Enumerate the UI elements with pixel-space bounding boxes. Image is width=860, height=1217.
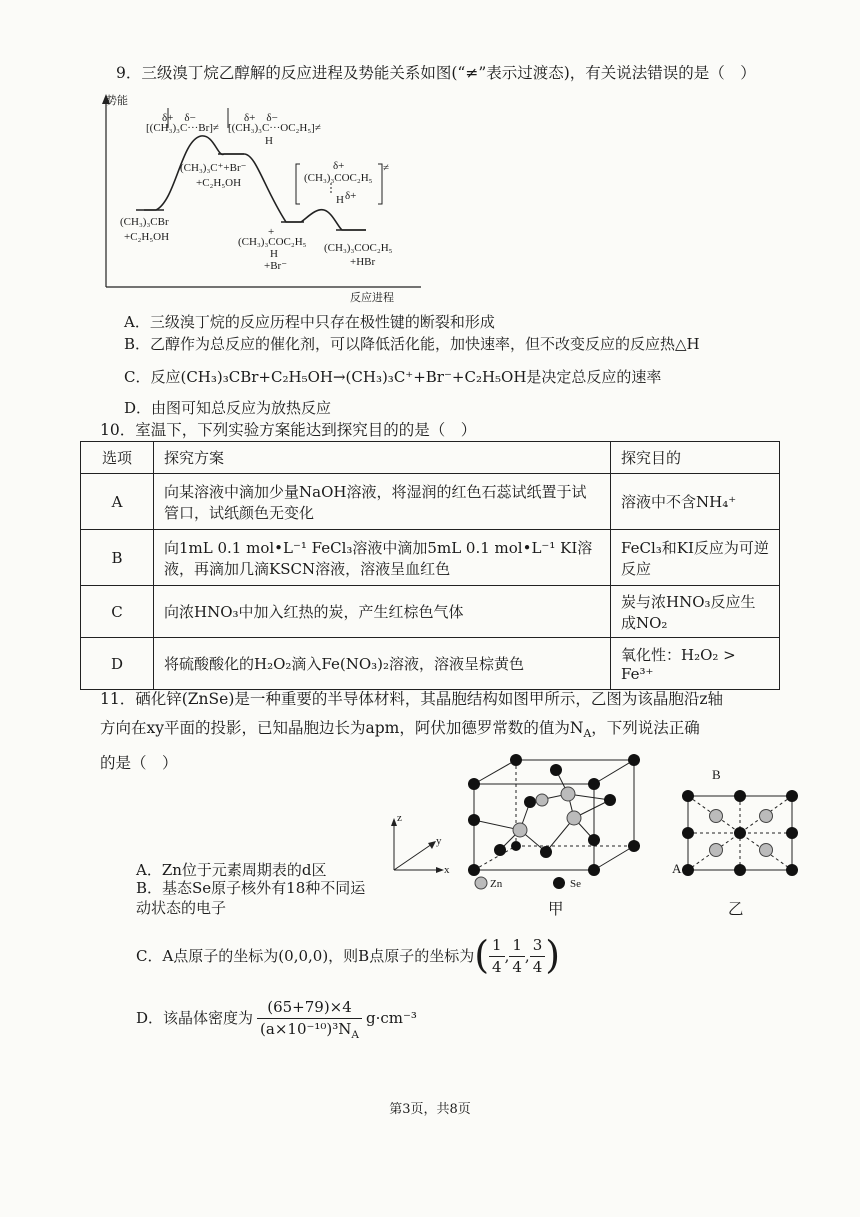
fraction-den: 4: [492, 957, 502, 976]
projection-a-label: A: [672, 861, 682, 876]
table-row: [81, 530, 780, 586]
int2-a: (CH₃)₃COC₂H₅: [238, 236, 307, 248]
row-option: C: [81, 586, 154, 638]
legend-zn-label: Zn: [490, 878, 503, 890]
ts3-b: H: [336, 194, 344, 206]
fraction: [489, 935, 505, 978]
q11-stem-line1: 11．硒化锌(ZnSe)是一种重要的半导体材料，其晶胞结构如图甲所示，乙图为该晶胞沿z轴: [100, 690, 724, 708]
row-option: B: [81, 530, 154, 586]
q11-option-b-line1: B．基态Se原子核外有18种不同运: [136, 879, 366, 897]
q11-stem-line3: 的是（ ）: [100, 754, 178, 772]
row-goal: FeCl₃和KI反应为可逆反应: [611, 530, 780, 586]
q11-option-c: C．A点原子的坐标为(0,0,0)，则B点原子的坐标为 ( $\frac{1}{4}$ , $\frac{1}{4}$ , $\frac{3}{4}$ ): [136, 928, 560, 984]
reactant-b: +C₂H₅OH: [124, 231, 170, 243]
q11-stem-sub: A: [583, 727, 592, 741]
density-den-text: (a×10⁻¹⁰)³N: [260, 1019, 352, 1038]
page-footer: 第3页，共8页: [389, 1102, 471, 1117]
figure-yi-label: 乙: [728, 900, 744, 918]
projection-b-label: B: [712, 767, 721, 782]
ts2-h: H: [265, 135, 273, 147]
density-unit: g·cm⁻³: [366, 1008, 417, 1027]
header-plan: 探究方案: [154, 442, 611, 474]
unit-cell-jia: [460, 750, 640, 880]
q11-option-d: [136, 993, 417, 1043]
q10-stem: 10．室温下，下列实验方案能达到探究目的的是（ ）: [100, 421, 477, 439]
q9-stem: 9．三级溴丁烷乙醇解的反应进程及势能关系如图(“≠”表示过渡态)，有关说法错误的是（ ）: [116, 64, 756, 82]
density-den-sub: A: [351, 1028, 360, 1041]
row-plan: 向某溶液中滴加少量NaOH溶液，将湿润的红色石蕊试纸置于试管口，试纸颜色无变化: [154, 474, 611, 530]
q11-option-c-text: C．A点原子的坐标为(0,0,0)，则B点原子的坐标为: [136, 946, 475, 965]
row-goal: 炭与浓HNO₃反应生成NO₂: [611, 586, 780, 638]
ts1-label: [(CH₃)₃C···Br]≠: [146, 122, 219, 134]
header-option: 选项: [81, 442, 154, 474]
row-option: D: [81, 638, 154, 690]
table-header-row: [81, 442, 780, 474]
q10-table: [80, 441, 780, 690]
x-axis-label: 反应进程: [350, 292, 394, 304]
fraction: [530, 935, 546, 978]
fraction-den: 4: [512, 957, 522, 976]
ts1-charge: δ+ δ−: [162, 112, 196, 124]
row-plan: 将硫酸酸化的H₂O₂滴入Fe(NO₃)₂溶液，溶液呈棕黄色: [154, 638, 611, 690]
ts3-c: δ+: [345, 190, 357, 202]
ts2-charge: δ+ δ−: [244, 112, 278, 124]
q11-option-a: A．Zn位于元素周期表的d区: [136, 861, 327, 879]
int1-a: (CH₃)₃C⁺+Br⁻: [180, 162, 247, 174]
q9-option-a: A．三级溴丁烷的反应历程中只存在极性键的断裂和形成: [124, 313, 495, 331]
paren-close: ): [545, 933, 561, 978]
row-goal: 氧化性：H₂O₂ > Fe³⁺: [611, 638, 780, 690]
row-goal: 溶液中不含NH₄⁺: [611, 474, 780, 530]
q11-stem-tail: ，下列说法正确: [591, 719, 700, 737]
q9-option-d: D．由图可知总反应为放热反应: [124, 399, 332, 417]
figure-jia-label: 甲: [548, 900, 564, 918]
int2-plus: +: [268, 226, 275, 238]
density-den: [257, 1019, 362, 1040]
ts3-charge: δ+: [333, 160, 345, 172]
density-num: (65+79)×4: [257, 997, 362, 1019]
projection-yi: [680, 788, 800, 878]
y-axis-label: 势能: [106, 95, 128, 107]
q11-option-b-line2: 动状态的电子: [136, 899, 227, 917]
legend-se-icon: [552, 876, 566, 890]
density-fraction: [257, 997, 362, 1040]
q9-option-b: B．乙醇作为总反应的催化剂，可以降低活化能，加快速率，但不改变反应的反应热△H: [124, 335, 700, 353]
fraction-num: 1: [509, 935, 525, 957]
ts3-mark: ≠: [383, 162, 390, 174]
axis-z-label: z: [397, 812, 402, 824]
legend-se-label: Se: [570, 878, 581, 890]
axis-x-label: x: [444, 864, 450, 876]
row-option: A: [81, 474, 154, 530]
fraction: [509, 935, 525, 978]
table-row: [81, 586, 780, 638]
reactant-a: (CH₃)₃CBr: [120, 216, 169, 228]
q11-option-d-text: D．该晶体密度为: [136, 1008, 254, 1027]
fraction-num: 1: [489, 935, 505, 957]
paren-open: (: [474, 933, 490, 978]
int2-b: H: [270, 248, 278, 260]
row-plan: 向1mL 0.1 mol•L⁻¹ FeCl₃溶液中滴加5mL 0.1 mol•L⁻¹ KI溶液，再滴加几滴KSCN溶液，溶液呈血红色: [154, 530, 611, 586]
q9-option-c: C．反应(CH₃)₃CBr+C₂H₅OH→(CH₃)₃C⁺+Br⁻+C₂H₅OH是决定总反应的速率: [124, 368, 662, 386]
header-goal: 探究目的: [611, 442, 780, 474]
legend-zn-icon: [474, 876, 488, 890]
fraction-num: 3: [530, 935, 546, 957]
ts3-a: (CH₃)₃COC₂H₅: [304, 172, 373, 184]
ts2-label: [(CH₃)₃C···OC₂H₅]≠: [228, 122, 321, 134]
axis-y-label: y: [436, 835, 442, 847]
int2-c: +Br⁻: [264, 260, 288, 272]
q11-stem-text: 方向在xy平面的投影，已知晶胞边长为apm，阿伏加德罗常数的值为N: [100, 719, 584, 737]
q11-stem-line2: [100, 717, 700, 740]
product-b: +HBr: [350, 256, 376, 268]
int1-b: +C₂H₅OH: [196, 177, 242, 189]
product-a: (CH₃)₃COC₂H₅: [324, 242, 393, 254]
table-row: [81, 474, 780, 530]
fraction-den: 4: [532, 957, 543, 976]
table-row: [81, 638, 780, 690]
row-plan: 向浓HNO₃中加入红热的炭，产生红棕色气体: [154, 586, 611, 638]
